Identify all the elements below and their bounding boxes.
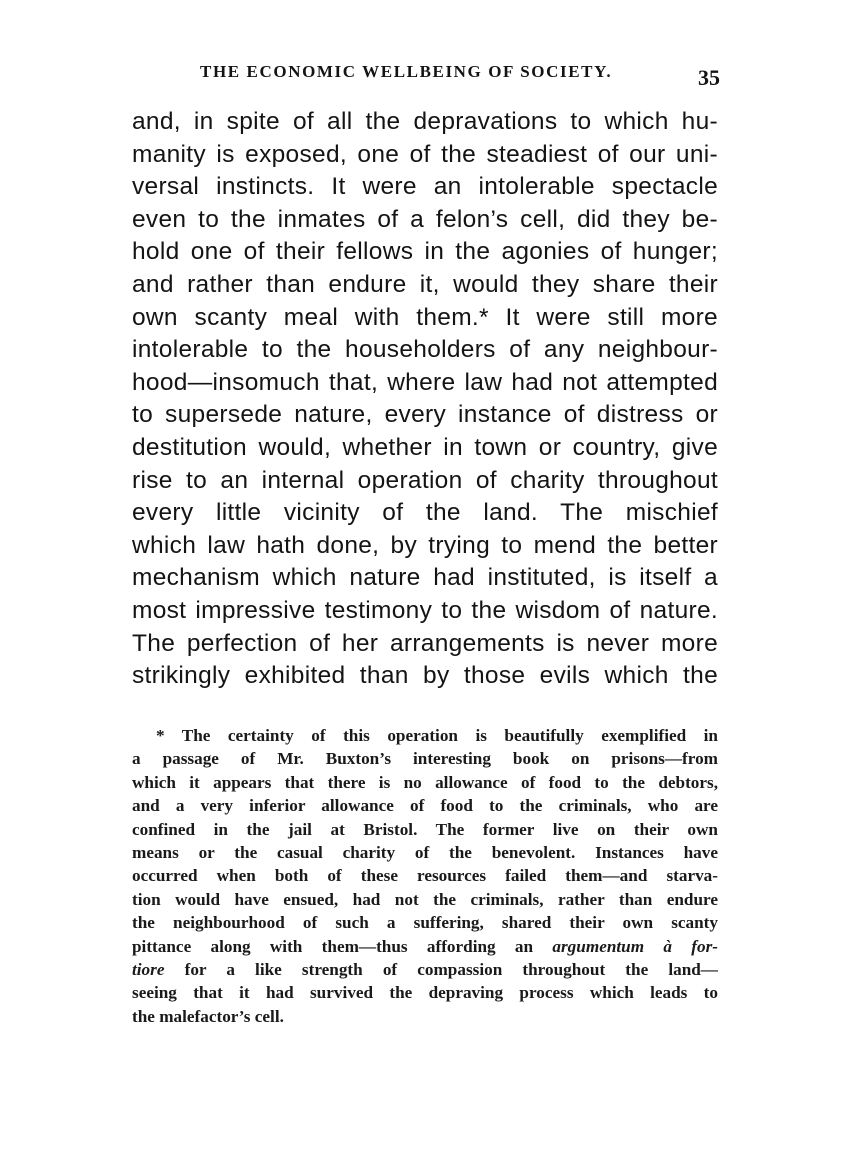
footnote-line-with-italic — [132, 958, 718, 981]
body-line: rise to an internal operation of charity throughout — [132, 466, 718, 494]
footnote-text: for a like strength of compassion throughout the land— — [184, 959, 718, 979]
footnote — [132, 724, 718, 1028]
body-line: even to the inmates of a felon’s cell, did they be- — [132, 205, 718, 233]
body-line: to supersede nature, every instance of distress or — [132, 401, 718, 429]
body-line: intolerable to the householders of any neighbour- — [132, 336, 718, 364]
footnote-line: the neighbourhood of such a suffering, shared their own scanty — [132, 913, 718, 933]
footnote-line: seeing that it had survived the depraving process which leads to — [132, 983, 718, 1003]
body-line: and, in spite of all the depravations to which hu- — [132, 108, 718, 135]
body-line: versal instincts. It were an intolerable spectacle — [132, 173, 718, 201]
body-line: manity is exposed, one of the steadiest of our uni- — [132, 140, 718, 168]
footnote-line: the malefactor’s cell. — [132, 1006, 284, 1026]
footnote-line: a passage of Mr. Buxton’s interesting book on prisons—from — [132, 749, 718, 769]
body-line: The perfection of her arrangements is never more — [132, 629, 718, 657]
footnote-line: and a very inferior allowance of food to the criminals, who are — [132, 796, 718, 816]
page-number: 35 — [698, 65, 720, 90]
body-line: most impressive testimony to the wisdom of nature. — [132, 596, 718, 624]
footnote-text: pittance along with them—thus affording an — [132, 936, 534, 956]
body-line: hold one of their fellows in the agonies of hunger; — [132, 238, 718, 266]
body-line: hood—insomuch that, where law had not attempted — [132, 368, 718, 396]
footnote-line: confined in the jail at Bristol. The former live on their own — [132, 819, 718, 839]
footnote-line: * The certainty of this operation is beautifully exemplified in — [156, 726, 718, 745]
body-line: every little vicinity of the land. The mischief — [132, 499, 718, 527]
body-line: own scanty meal with them.* It were still more — [132, 303, 718, 331]
footnote-line: tion would have ensued, had not the criminals, rather than endure — [132, 889, 718, 909]
body-line: destitution would, whether in town or country, give — [132, 433, 718, 461]
body-line: strikingly exhibited than by those evils which the — [132, 662, 718, 690]
body-line: and rather than endure it, would they share their — [132, 270, 718, 298]
footnote-italic-phrase: argumentum à for- — [552, 936, 718, 956]
body-text — [132, 106, 718, 693]
body-line: mechanism which nature had instituted, is itself a — [132, 564, 718, 592]
running-head — [200, 62, 720, 92]
footnote-line-with-italic — [132, 935, 718, 958]
body-line: which law hath done, by trying to mend the better — [132, 531, 718, 559]
footnote-line: which it appears that there is no allowance of food to the debtors, — [132, 772, 718, 792]
running-title: THE ECONOMIC WELLBEING OF SOCIETY. — [200, 62, 613, 81]
footnote-line: occurred when both of these resources failed them—and starva- — [132, 866, 718, 886]
footnote-line: means or the casual charity of the benevolent. Instances have — [132, 842, 718, 862]
footnote-italic-phrase: tiore — [132, 959, 165, 979]
